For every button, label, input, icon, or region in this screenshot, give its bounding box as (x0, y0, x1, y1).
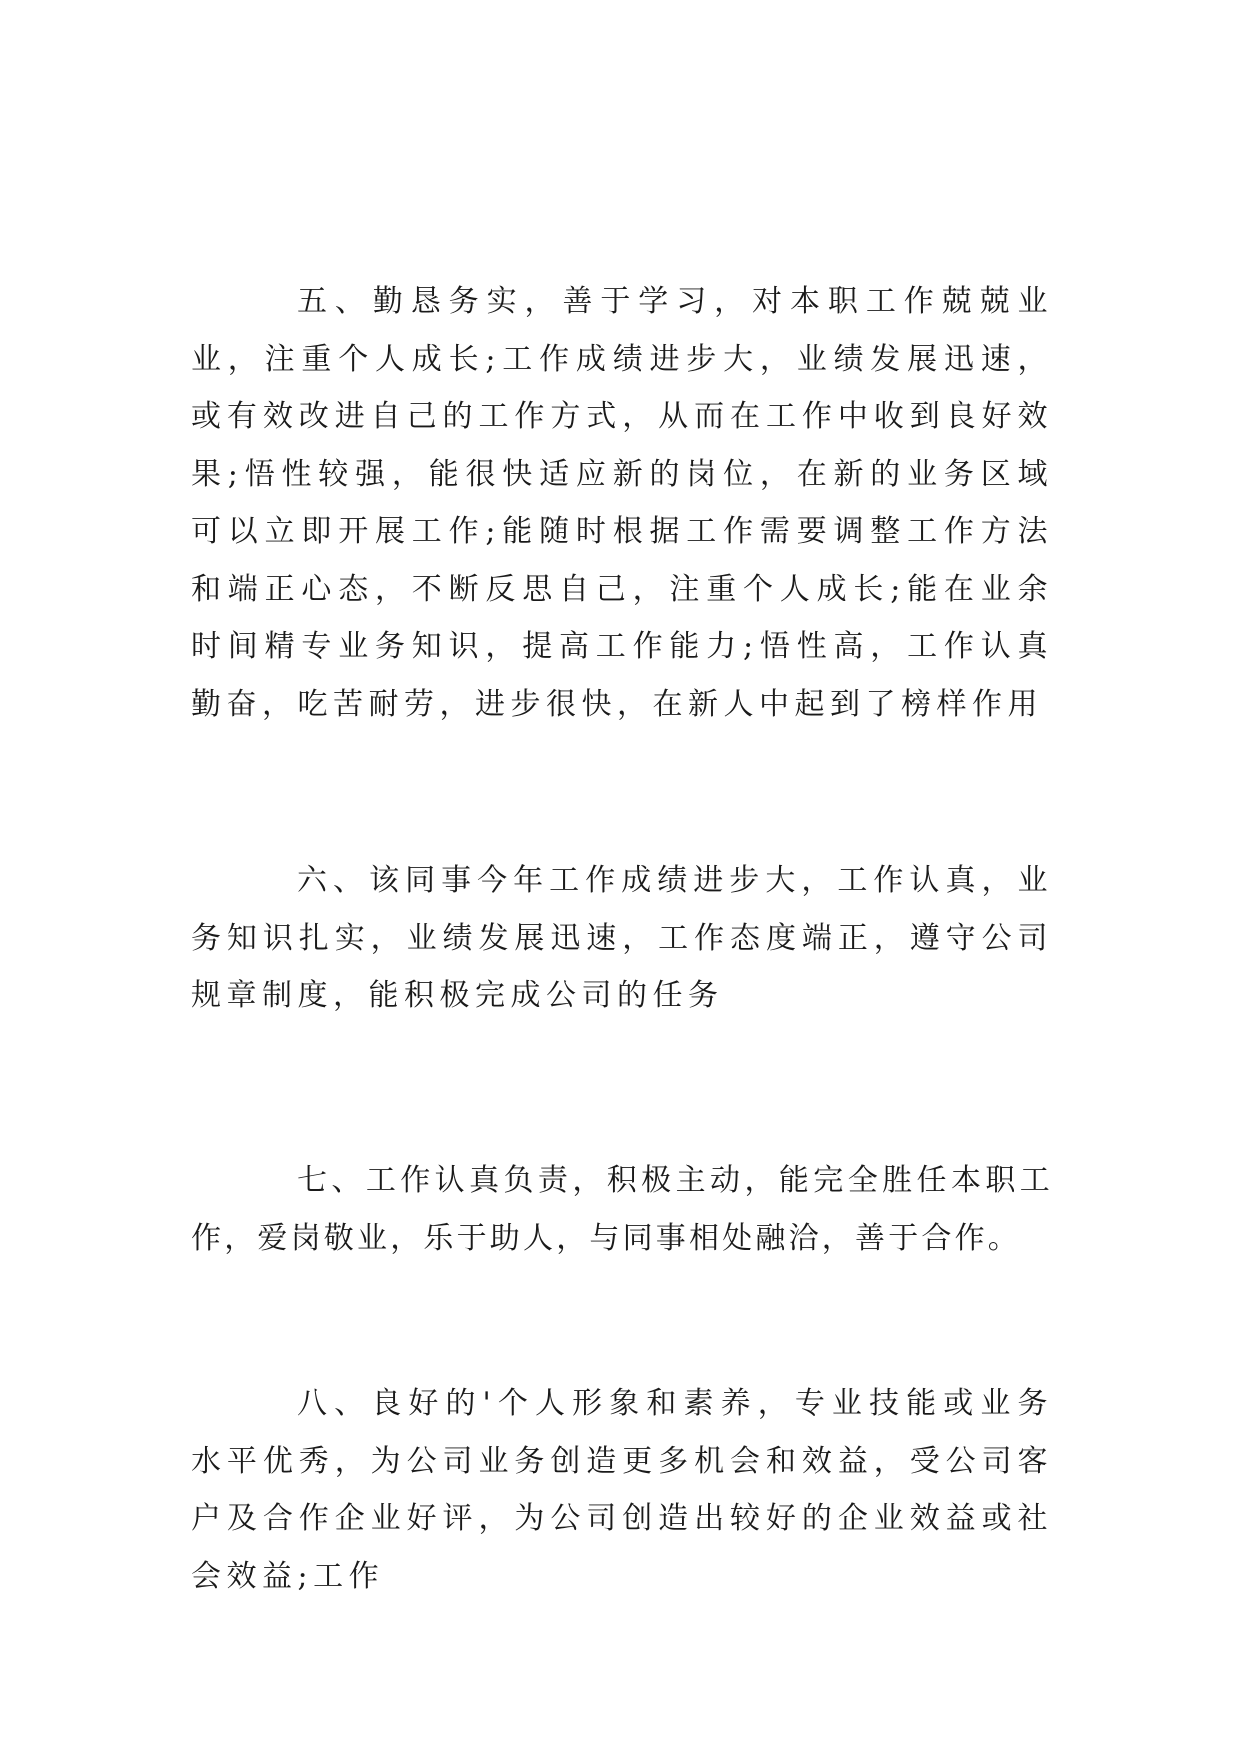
paragraph-six: 六、该同事今年工作成绩进步大，工作认真，业务知识扎实，业绩发展迅速，工作态度端正，遵守公司规章制度，能积极完成公司的任务 (191, 863, 1053, 1013)
paragraph-five: 五、勤恳务实，善于学习，对本职工作兢兢业业，注重个人成长;工作成绩进步大，业绩发展迅速，或有效改进自己的工作方式，从而在工作中收到良好效果;悟性较强，能很快适应新的岗位，在新的业务区域可以立即开展工作;能随时根据工作需要调整工作方法和端正心态，不断反思自己，注重个人成长;能在业余时间精专业务知识，提高工作能力;悟性高，工作认真勤奋，吃苦耐劳，进步很快，在新人中起到了榜样作用 (191, 284, 1053, 722)
paragraph-seven: 七、工作认真负责，积极主动，能完全胜任本职工作，爱岗敬业，乐于助人，与同事相处融洽，善于合作。 (191, 1163, 1053, 1256)
paragraph-eight: 八、良好的'个人形象和素养，专业技能或业务水平优秀，为公司业务创造更多机会和效益，受公司客户及合作企业好评，为公司创造出较好的企业效益或社会效益;工作 (191, 1386, 1053, 1594)
